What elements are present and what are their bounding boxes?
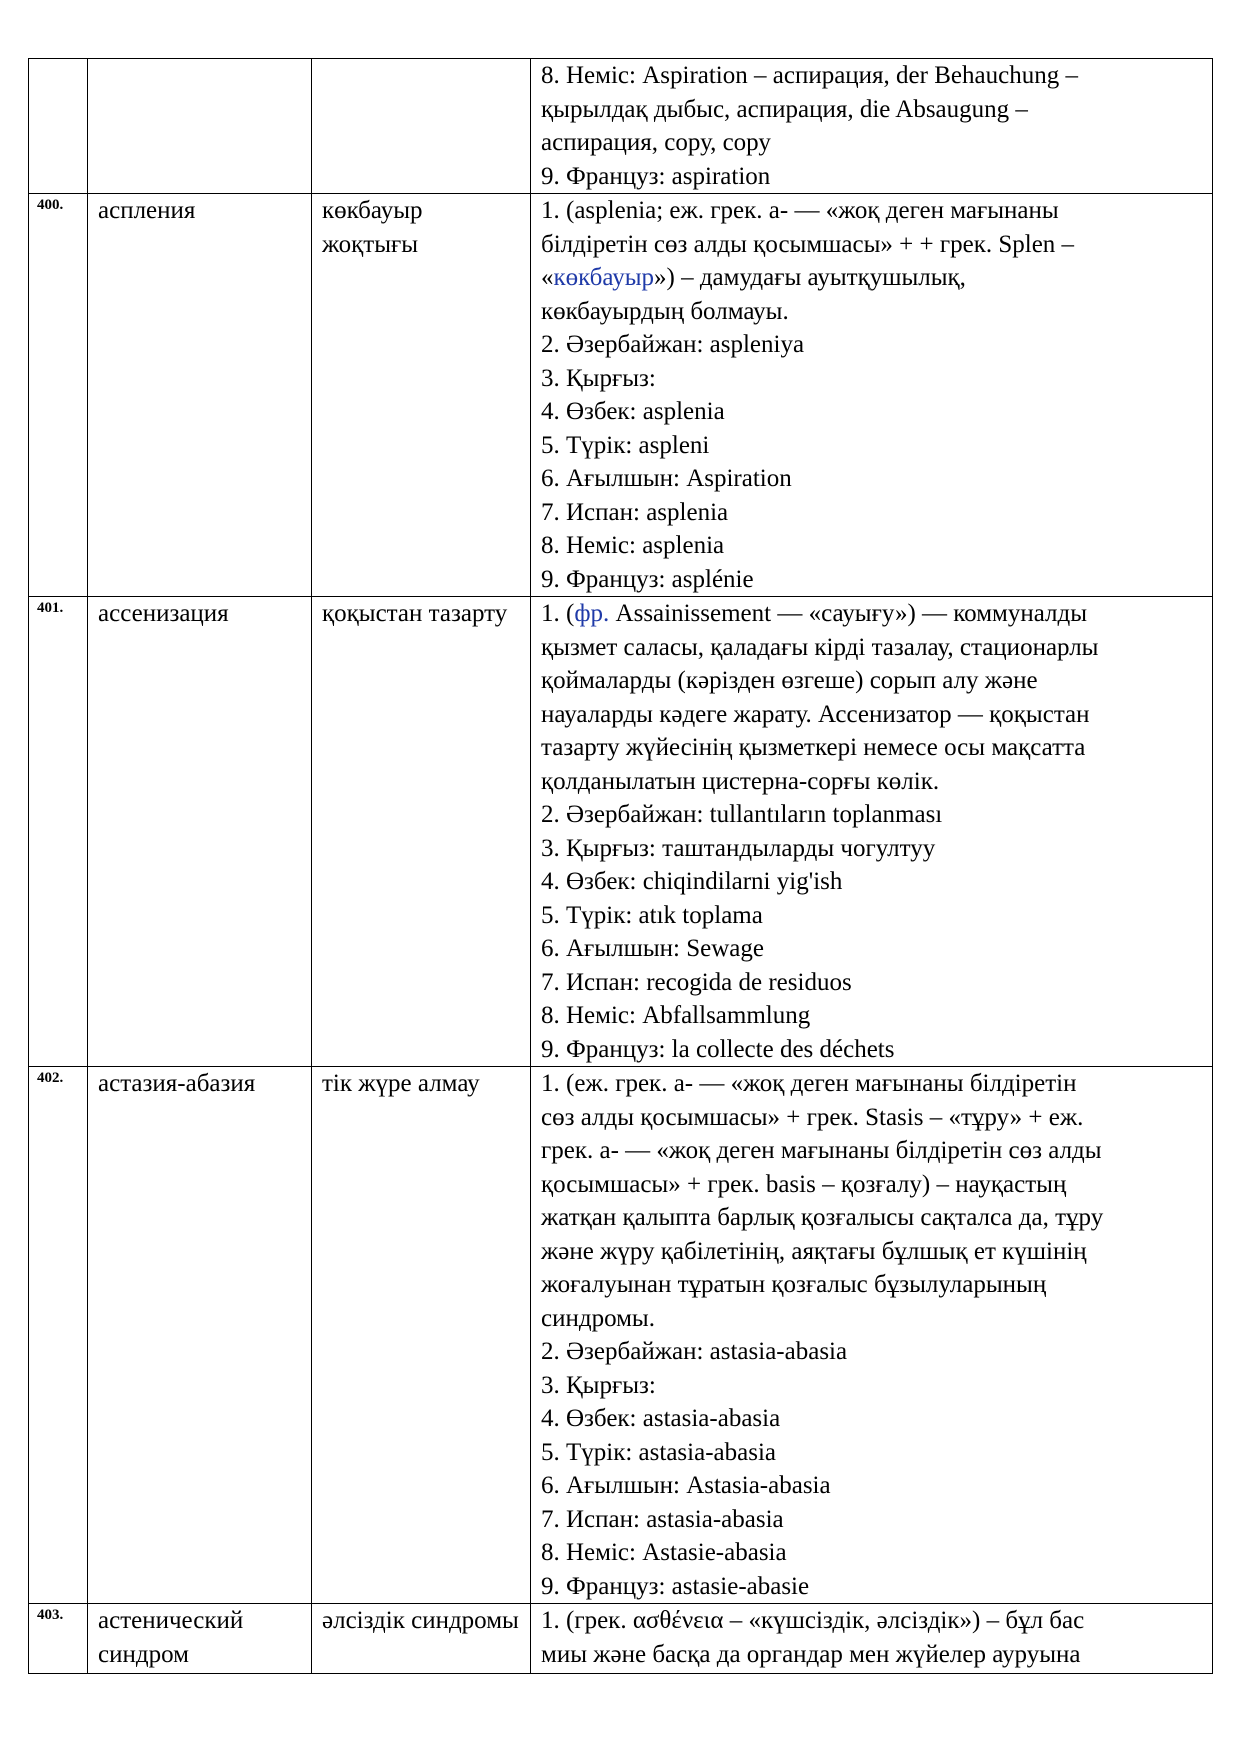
definition-line: науаларды кәдеге жарату. Ассенизатор — қоқыстан [541,700,1090,728]
definition-line: 1. (asplenia; еж. грек. a- — «жоқ деген мағынаны [541,197,1059,224]
term-kazakh: көкбауыр жоқтығы [312,194,531,597]
entry-number: 403. [29,1604,88,1674]
translation-german: 8. Неміс: asplenia [541,532,725,559]
definition-line: және жүру қабілетінің, аяқтағы бұлшық ет күшінің [541,1237,1087,1265]
definition-line: синдромы. [541,1304,655,1332]
definition-line: қоймаларды (кәрізден өзгеше) сорып алу және [541,667,1038,694]
definition-line [541,597,1206,631]
definition-cell [531,1067,1213,1604]
definition-line: сөз алды қосымшасы» + грек. Stasis – «тұру» + еж. [541,1103,1084,1131]
table-row [29,1604,1213,1674]
term-russian: астазия-абазия [88,1067,312,1604]
definition-line [541,261,1206,295]
translation-english: 6. Ағылшын: Sewage [541,935,764,962]
translation-turkish: 5. Түрік: atık toplama [541,901,763,929]
definition-line: 9. Француз: aspiration [541,162,771,190]
translation-english: 6. Ағылшын: Astasia-abasia [541,1472,831,1499]
entry-number: 401. [29,597,88,1067]
definition-line: 1. (грек. ασθένεια – «күшсіздік, әлсіздік») – бұл бас [541,1607,1085,1634]
table-row [29,1067,1213,1604]
translation-turkish: 5. Түрік: astasia-abasia [541,1438,776,1466]
definition-text: ») – дамудағы ауытқушылық, [654,264,966,291]
definition-line: 1. (еж. грек. a- — «жоқ деген мағынаны білдіретін [541,1070,1077,1097]
translation-english: 6. Ағылшын: Aspiration [541,465,792,492]
translation-uzbek: 4. Өзбек: astasia-abasia [541,1405,781,1432]
translation-turkish: 5. Түрік: aspleni [541,431,710,459]
quote-open: « [541,264,554,291]
definition-line: көкбауырдың болмауы. [541,297,789,325]
translation-uzbek: 4. Өзбек: chiqindilarni yig'ish [541,868,843,895]
translation-french: 9. Француз: astasie-abasie [541,1572,810,1600]
definition-line: қолданылатын цистерна-сорғы көлік. [541,767,940,795]
definition-cell [531,597,1213,1067]
term-russian: астенический синдром [88,1604,312,1674]
entry-number [29,59,88,194]
translation-german: 8. Неміс: Abfallsammlung [541,1002,811,1029]
definition-line: қырылдақ дыбыс, аспирация, die Absaugung – [541,95,1028,123]
term-kazakh: әлсіздік синдромы [312,1604,531,1674]
definition-line: 8. Неміс: Aspiration – аспирация, der Behauchung – [541,62,1078,89]
translation-spanish: 7. Испан: asplenia [541,498,729,526]
table-row [29,59,1213,194]
definition-line: миы және басқа да органдар мен жүйелер ауруына [541,1640,1081,1668]
term-russian: ассенизация [88,597,312,1067]
translation-german: 8. Неміс: Astasie-abasia [541,1539,787,1566]
spleen-link[interactable]: көкбауыр [553,264,655,291]
term-kazakh: қоқыстан тазарту [312,597,531,1067]
definition-line: грек. a- — «жоқ деген мағынаны білдіретін сөз алды [541,1137,1102,1164]
definition-line: қызмет саласы, қаладағы кірді тазалау, стационарлы [541,633,1099,661]
translation-azerbaijani: 2. Әзербайжан: astasia-abasia [541,1338,848,1365]
translation-azerbaijani: 2. Әзербайжан: aspleniya [541,331,805,358]
table-row [29,194,1213,597]
term-russian [88,59,312,194]
definition-line: білдіретін сөз алды қосымшасы» + + грек. Splen – [541,230,1075,258]
definition-line: қосымшасы» + грек. basis – қозғалу) – науқастың [541,1170,1067,1198]
entry-number: 400. [29,194,88,597]
translation-french: 9. Француз: asplénie [541,565,754,593]
definition-cell [531,59,1213,194]
entry-number: 402. [29,1067,88,1604]
translation-azerbaijani: 2. Әзербайжан: tullantıların toplanması [541,801,943,828]
definition-cell [531,194,1213,597]
table-row [29,597,1213,1067]
definition-text: Assainissement — «сауығу») — коммуналды [609,600,1088,627]
dictionary-table [28,58,1213,1674]
definition-line: аспирация, сору, сору [541,129,771,156]
definition-line: тазарту жүйесінің қызметкері немесе осы мақсатта [541,734,1086,761]
translation-spanish: 7. Испан: astasia-abasia [541,1505,784,1533]
translation-kyrgyz: 3. Қырғыз: [541,364,656,392]
definition-line: жатқан қалыпта барлық қозғалысы сақталса да, тұру [541,1204,1104,1231]
translation-kyrgyz: 3. Қырғыз: таштандыларды чогултуу [541,834,936,862]
translation-kyrgyz: 3. Қырғыз: [541,1371,656,1399]
translation-french: 9. Француз: la collecte des déchets [541,1035,895,1063]
definition-cell [531,1604,1213,1674]
definition-text: 1. ( [541,600,575,627]
translation-uzbek: 4. Өзбек: asplenia [541,398,725,425]
term-kazakh: тік жүре алмау [312,1067,531,1604]
term-russian: аспления [88,194,312,597]
translation-spanish: 7. Испан: recogida de residuos [541,968,852,996]
definition-line: жоғалуынан тұратын қозғалыс бұзылуларының [541,1271,1047,1298]
french-abbrev-link[interactable]: фр. [574,600,610,627]
term-kazakh [312,59,531,194]
